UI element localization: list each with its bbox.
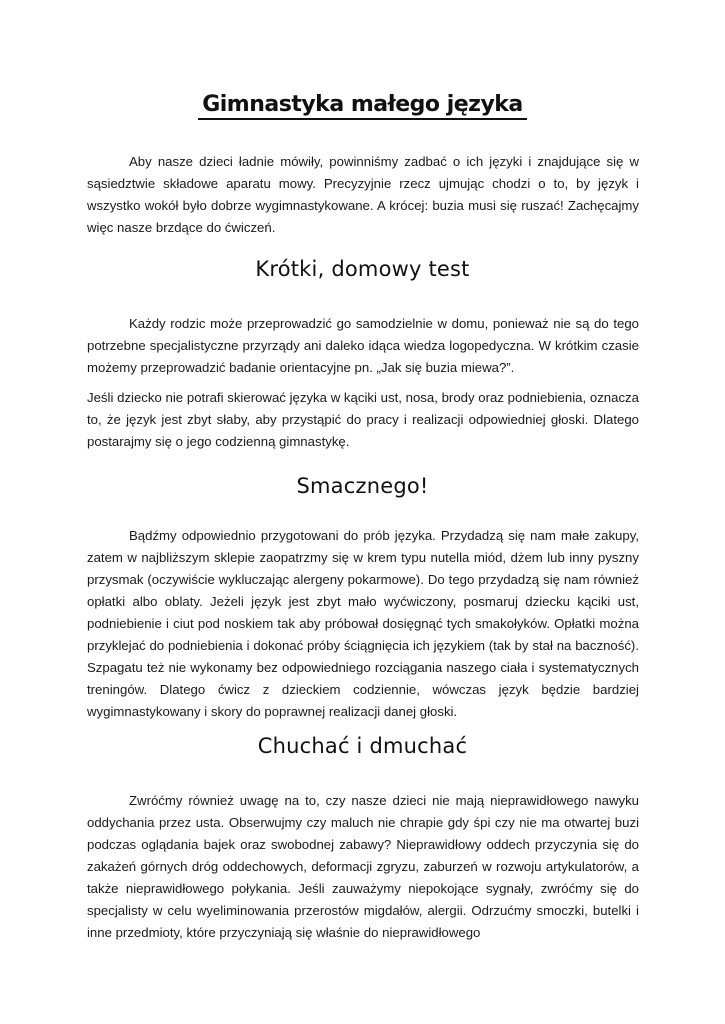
- test-paragraph-2: Jeśli dziecko nie potrafi skierować języka w kąciki ust, nosa, brody oraz podniebienia, oznacza to, że język jest zbyt słaby, aby przystąpić do pracy i realizacji odpowiedniej głoski. Dlatego postarajmy się o jego codzienną gimnastykę.: [87, 390, 639, 449]
- chuchac-paragraph: Zwróćmy również uwagę na to, czy nasze dzieci nie mają nieprawidłowego nawyku oddychania przez usta. Obserwujmy czy maluch nie chrapie gdy śpi czy nie ma otwartej buzi podczas oglądania bajek oraz swobodnej zabawy? Nieprawidłowy oddech przyczynia się do zakażeń górnych dróg oddechowych, deformacji zgryzu, zaburzeń w rozwoju artykulatorów, a także nieprawidłowego połykania. Jeśli zauważymy niepokojące sygnały, zwróćmy się do specjalisty w celu wyeliminowania przerostów migdałów, alergii. Odrzućmy smoczki, butelki i inne przedmioty, które przyczyniają się właśnie do nieprawidłowego: [87, 793, 639, 940]
- intro-paragraph: Aby nasze dzieci ładnie mówiły, powinniśmy zadbać o ich języki i znajdujące się w sąsiedztwie składowe aparatu mowy. Precyzyjnie rzecz ujmując chodzi o to, by język i wszystko wokół było dobrze wygimnastykowane. A krócej: buzia musi się ruszać! Zachęcajmy więc nasze brzdące do ćwiczeń.: [87, 154, 639, 235]
- section-heading-chuchac: Chuchać i dmuchać: [257, 734, 468, 758]
- document-title: [0, 92, 725, 117]
- section-heading-test: Krótki, domowy test: [255, 257, 470, 281]
- document-title-text: Gimnastyka małego języka: [198, 92, 527, 120]
- test-paragraph-1: Każdy rodzic może przeprowadzić go samodzielnie w domu, ponieważ nie są do tego potrzebne specjalistyczne przyrządy ani daleko idąca wiedza logopedyczna. W krótkim czasie możemy przeprowadzić badanie orientacyjne pn. „Jak się buzia miewa?”.: [87, 316, 639, 375]
- section-heading-smacznego: Smacznego!: [296, 474, 429, 498]
- smacznego-paragraph: Bądźmy odpowiednio przygotowani do prób języka. Przydadzą się nam małe zakupy, zatem w najbliższym sklepie zaopatrzmy się w krem typu nutella miód, dżem lub inny pyszny przysmak (oczywiście wykluczając alergeny pokarmowe). Do tego przydadzą się nam również opłatki albo oblaty. Jeżeli język jest zbyt mało wyćwiczony, posmaruj dziecku kąciki ust, podniebienie i ciut pod noskiem tak aby próbował dosięgnąć tych smakołyków. Opłatki można przyklejać do podniebienia i dokonać próby ściągnięcia ich językiem (tak by stał na baczność). Szpagatu też nie wykonamy bez odpowiedniego rozciągania naszego ciała i systematycznych treningów. Dlatego ćwicz z dzieckiem codziennie, wówczas język będzie bardziej wygimnastykowany i skory do poprawnej realizacji danej głoski.: [87, 528, 639, 719]
